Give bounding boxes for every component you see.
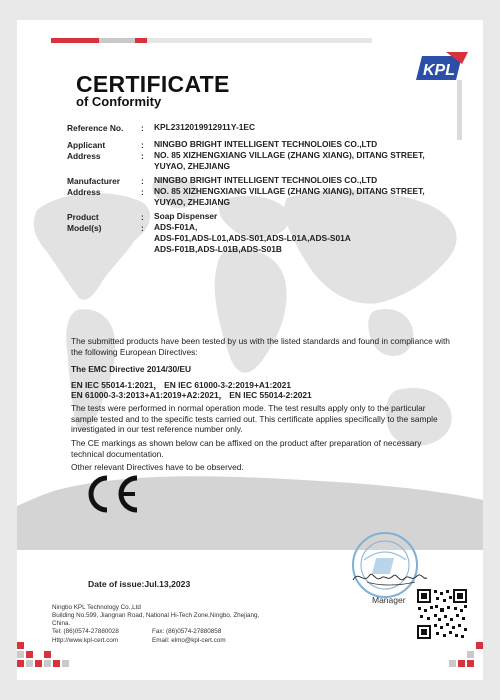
- certificate-subtitle: of Conformity: [76, 94, 162, 109]
- manufacturer-address-line2: YUYAO, ZHEJIANG: [154, 197, 231, 207]
- bottom-decorative-tiles: [17, 640, 483, 680]
- standards-line2: EN 61000-3-3:2013+A1:2019+A2:2021， EN IEC 55014-2:2021: [71, 390, 312, 400]
- footer-tel: Tel: (86)0574-27880028: [52, 628, 119, 635]
- footer-company: Ningbo KPL Technology Co.,Ltd: [52, 604, 141, 611]
- applicant-address-line2: YUYAO, ZHEJIANG: [154, 161, 231, 171]
- applicant-label: Applicant: [67, 140, 106, 150]
- logo-text: KPL: [423, 62, 455, 79]
- manager-signature: [349, 562, 429, 590]
- top-stripe-gray-2: [147, 38, 372, 43]
- date-of-issue: Date of issue:Jul.13,2023: [88, 579, 191, 589]
- manufacturer-colon: :: [141, 176, 144, 186]
- footer-address-line1: Building No.599, Jiangnan Road, National Hi-Tech Zone,Ningbo, Zhejiang,: [52, 612, 260, 619]
- intro-paragraph: The submitted products have been tested by us with the listed standards and found in compliance with the following European Directives:: [71, 336, 450, 357]
- models-line2: ADS-F01,ADS-L01,ADS-S01,ADS-L01A,ADS-S01A: [154, 233, 351, 243]
- manufacturer-address-line1: NO. 85 XIZHENGXIANG VILLAGE (ZHANG XIANG), DITANG STREET,: [154, 186, 425, 196]
- tests-paragraph: The tests were performed in normal operation mode. The test results apply only to the particular sample tested and to the specific tests carried out. This certificate applies specifically to the sample investigated in our test reference number only.: [71, 403, 438, 435]
- other-directives-paragraph: Other relevant Directives have to be observed.: [71, 462, 244, 472]
- directive-heading: The EMC Directive 2014/30/EU: [71, 364, 192, 374]
- top-stripe-red-2: [135, 38, 147, 43]
- footer-address-line2: China.: [52, 620, 71, 627]
- standards-line1: EN IEC 55014-1:2021， EN IEC 61000-3-2:2019+A1:2021: [71, 380, 291, 390]
- footer-fax: Fax: (86)0574-27880858: [152, 628, 222, 635]
- applicant-value: NINGBO BRIGHT INTELLIGENT TECHNOLOIES CO.,LTD: [154, 139, 378, 149]
- certificate-sheet: [17, 20, 483, 680]
- models-colon: :: [141, 223, 144, 233]
- reference-colon: :: [141, 123, 144, 133]
- reference-label: Reference No.: [67, 123, 124, 133]
- kpl-logo: [412, 50, 472, 90]
- models-line1: ADS-F01A,: [154, 222, 198, 232]
- applicant-colon: :: [141, 140, 144, 150]
- ce-marking-paragraph: The CE markings as shown below can be affixed on the product after preparation of necessary technical documentation.: [71, 438, 422, 459]
- applicant-address-line1: NO. 85 XIZHENGXIANG VILLAGE (ZHANG XIANG), DITANG STREET,: [154, 150, 425, 160]
- ce-mark-icon: [79, 472, 149, 516]
- certificate-title: CERTIFICATE: [76, 71, 230, 97]
- footer-web[interactable]: Http://www.kpl-cert.com: [52, 637, 119, 644]
- applicant-address-label: Address: [67, 151, 101, 161]
- applicant-address-colon: :: [141, 151, 144, 161]
- qr-code: [416, 588, 468, 640]
- manufacturer-label: Manufacturer: [67, 176, 121, 186]
- reference-value: KPL2312019912911Y-1EC: [154, 122, 256, 132]
- manufacturer-address-colon: :: [141, 187, 144, 197]
- top-stripe-gray: [99, 38, 135, 43]
- models-label: Model(s): [67, 223, 102, 233]
- product-colon: :: [141, 212, 144, 222]
- manager-label: Manager: [372, 595, 406, 605]
- product-value: Soap Dispenser: [154, 211, 218, 221]
- footer-email[interactable]: Email: elmo@kpl-cert.com: [152, 637, 226, 644]
- models-line3: ADS-F01B,ADS-L01B,ADS-S01B: [154, 244, 282, 254]
- manufacturer-address-label: Address: [67, 187, 101, 197]
- manufacturer-value: NINGBO BRIGHT INTELLIGENT TECHNOLOIES CO.,LTD: [154, 175, 378, 185]
- product-label: Product: [67, 212, 99, 222]
- top-stripe-red: [51, 38, 99, 43]
